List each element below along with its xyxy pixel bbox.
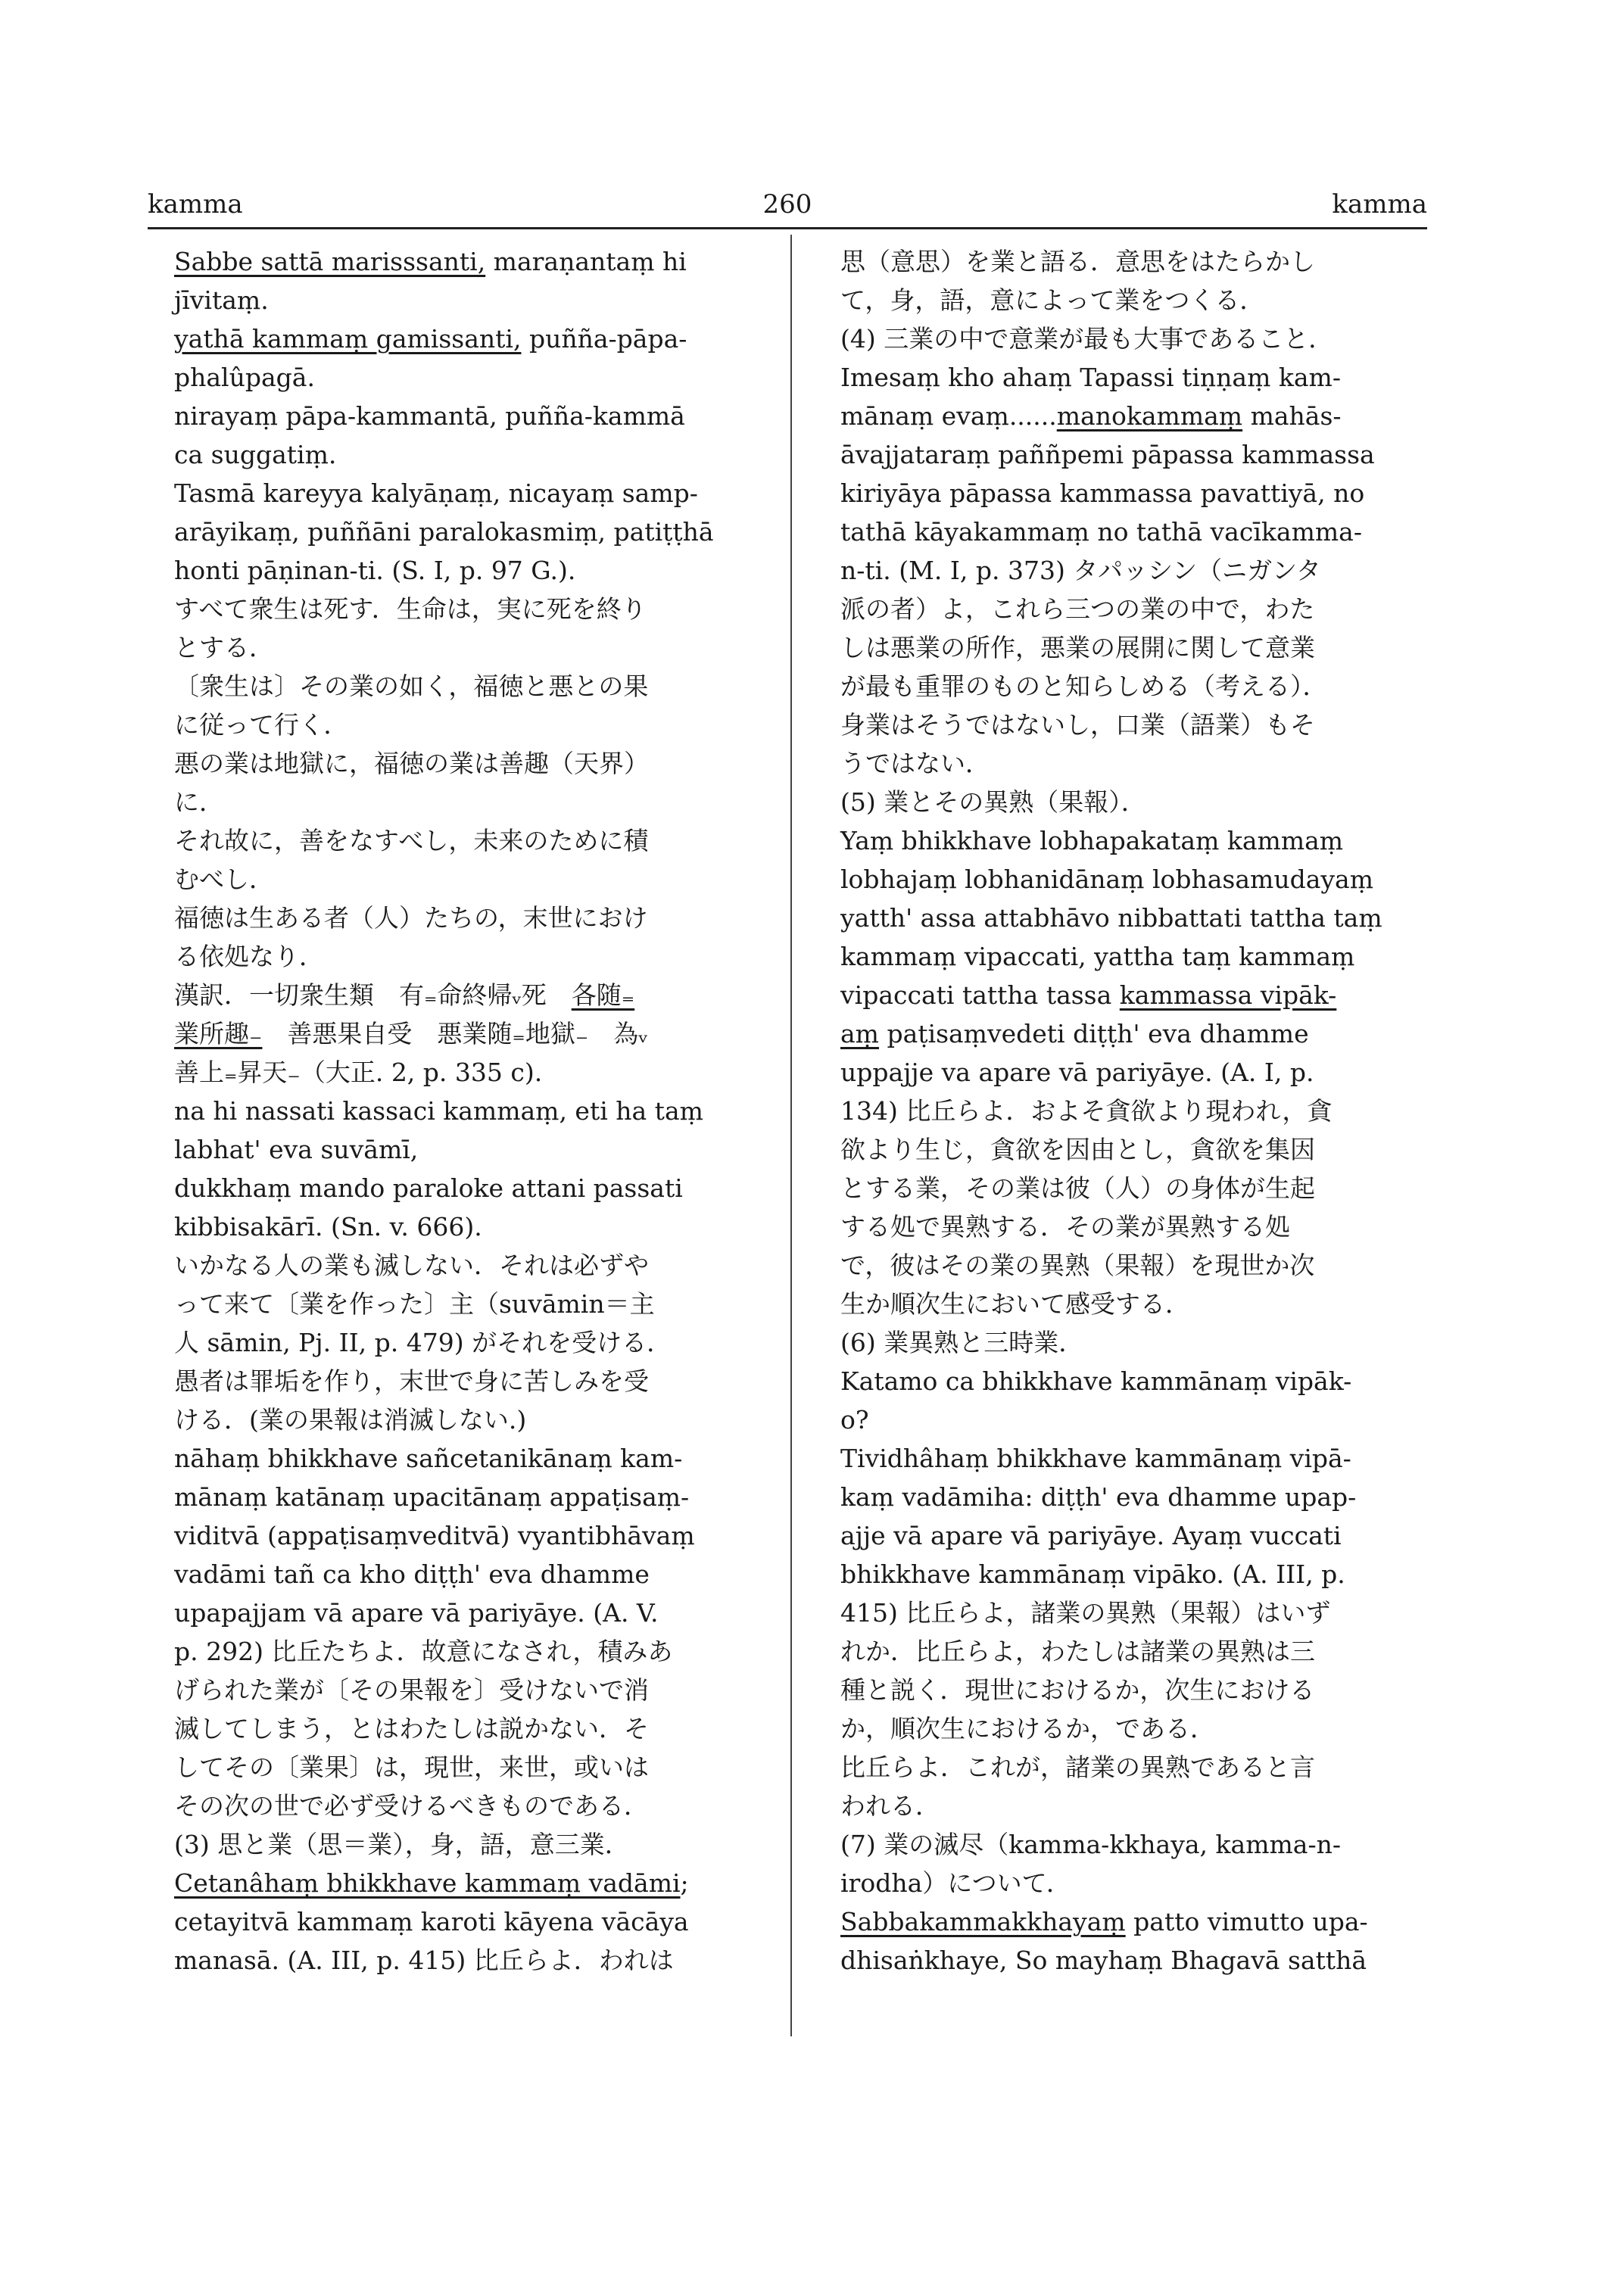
line-text: lobhajaṃ lobhanidānaṃ lobhasamudayaṃ [840, 865, 1373, 894]
line-text: uppajje va apare vā pariyāye. (A. I, p. [840, 1058, 1314, 1087]
line-text: Imesaṃ kho ahaṃ Tapassi tiṇṇaṃ kam- [840, 363, 1341, 392]
text-line [840, 281, 1442, 319]
line-text: bhikkhave kammānaṃ vipāko. (A. III, p. [840, 1559, 1345, 1589]
line-text: vipaccati tattha tassa [840, 980, 1120, 1010]
line-text: 415) 比丘らよ，諸業の異熟（果報）はいず [840, 1598, 1331, 1628]
text-line [174, 1169, 776, 1207]
line-text: p. 292) 比丘たちよ．故意になされ，積みあ [174, 1637, 673, 1666]
text-line [174, 1787, 776, 1825]
line-text: が最も重罪のものと知らしめる（考える）． [840, 671, 1328, 701]
text-line [840, 319, 1442, 358]
header-left-word: kamma [148, 189, 243, 220]
underlined-text: Sabbakammakkhayaṃ [840, 1907, 1126, 1936]
line-text: われる． [840, 1791, 940, 1821]
text-line [174, 1478, 776, 1516]
line-text: に． [174, 787, 224, 817]
text-line [174, 1632, 776, 1671]
line-text: yatth' assa attabhāvo nibbattati tattha taṃ [840, 903, 1382, 933]
header-right-word: kamma [1332, 189, 1427, 220]
line-text: kammaṃ vipaccati, yattha taṃ kammaṃ [840, 942, 1355, 971]
underlined-text: Sabbe sattā marisssanti, [174, 247, 486, 276]
line-text: honti pāṇinan-ti. (S. I, p. 97 G.). [174, 556, 576, 585]
text-line [840, 1787, 1442, 1825]
underlined-text: yathā kammaṃ gamissanti, [174, 324, 522, 354]
text-line [840, 1285, 1442, 1323]
line-text: puñña-pāpa- [521, 324, 687, 354]
text-line [174, 1902, 776, 1941]
text-line [840, 628, 1442, 667]
line-text: n-ti. (M. I, p. 373) タパッシン（ニガンタ [840, 556, 1321, 585]
text-line [174, 783, 776, 821]
text-line [174, 1092, 776, 1130]
line-text: とする． [174, 633, 274, 662]
line-text: すべて衆生は死す．生命は，実に死を終り [174, 594, 647, 624]
text-line [174, 1555, 776, 1594]
text-line [840, 899, 1442, 937]
line-text: phalûpagā. [174, 363, 315, 392]
text-line [174, 1594, 776, 1632]
text-line [174, 899, 776, 937]
left-column [174, 242, 776, 1980]
text-line [840, 1439, 1442, 1478]
line-text: 福徳は生ある者（人）たちの，末世におけ [174, 903, 648, 933]
line-text: jīvitaṃ. [174, 285, 269, 315]
text-line [840, 1864, 1442, 1902]
text-line [174, 358, 776, 397]
line-text: kibbisakārī. (Sn. v. 666). [174, 1212, 482, 1242]
text-line [840, 1671, 1442, 1709]
text-line [174, 1246, 776, 1285]
text-line [840, 1169, 1442, 1207]
text-line [840, 1825, 1442, 1864]
line-text: labhat' eva suvāmī, [174, 1135, 419, 1164]
text-line [840, 1748, 1442, 1787]
text-line [174, 551, 776, 590]
line-text: manasā. (A. III, p. 415) 比丘らよ．われは [174, 1946, 674, 1975]
text-line [840, 358, 1442, 397]
right-column [840, 242, 1442, 1980]
line-text: nirayaṃ pāpa-kammantā, puñña-kammā [174, 401, 685, 431]
line-text: る依処なり． [174, 942, 324, 971]
text-line [840, 435, 1442, 474]
line-text: ajje vā apare vā pariyāye. Ayaṃ vuccati [840, 1521, 1342, 1550]
line-text: viditvā (appaṭisaṃveditvā) vyantibhāvaṃ [174, 1521, 695, 1550]
line-text: 種と説く．現世におけるか，次生における [840, 1675, 1315, 1705]
text-line [840, 744, 1442, 783]
line-text: irodha）について． [840, 1868, 1071, 1898]
text-line [174, 744, 776, 783]
line-text: とする業，その業は彼（人）の身体が生起 [840, 1173, 1315, 1203]
text-line [840, 1130, 1442, 1169]
line-text: か，順次生におけるか，である． [840, 1714, 1215, 1743]
text-line [840, 1594, 1442, 1632]
line-text: に従って行く． [174, 710, 349, 740]
text-line [840, 1246, 1442, 1285]
line-text: 思（意思）を業と語る．意思をはたらかし [840, 247, 1315, 276]
text-line [174, 397, 776, 435]
text-line [840, 1709, 1442, 1748]
text-line [840, 1053, 1442, 1092]
line-text: o? [840, 1405, 869, 1435]
text-line [840, 706, 1442, 744]
text-line [840, 397, 1442, 435]
line-text: ける．(業の果報は消滅しない.) [174, 1405, 527, 1435]
text-line [174, 319, 776, 358]
line-text: ; [680, 1868, 689, 1898]
text-line [840, 1400, 1442, 1439]
line-text: Tasmā kareyya kalyāṇaṃ, nicayaṃ samp- [174, 478, 698, 508]
text-line [840, 242, 1442, 281]
text-line [174, 628, 776, 667]
line-text: 134) 比丘らよ．およそ貪欲より現われ，貪 [840, 1096, 1333, 1126]
line-text: Tividhâhaṃ bhikkhave kammānaṃ vipā- [840, 1444, 1351, 1473]
text-line [174, 860, 776, 899]
line-text: 〔衆生は〕その業の如く，福徳と悪との果 [174, 671, 649, 701]
line-text: Katamo ca bhikkhave kammānaṃ vipāk- [840, 1366, 1352, 1396]
text-line [174, 1825, 776, 1864]
text-line [840, 821, 1442, 860]
line-text: 滅してしまう，とはわたしは説かない．そ [174, 1714, 649, 1743]
underlined-text: 各随₌ [571, 980, 635, 1010]
line-text: って来て〔業を作った〕主（suvāmin＝主 [174, 1289, 655, 1319]
line-text: kiriyāya pāpassa kammassa pavattiyā, no [840, 478, 1365, 508]
line-text: 派の者）よ，これら三つの業の中で，わた [840, 594, 1315, 624]
text-line [840, 1092, 1442, 1130]
text-line [174, 1864, 776, 1902]
text-line [174, 706, 776, 744]
header-rule [148, 227, 1427, 229]
line-text: mānaṃ katānaṃ upacitānaṃ appaṭisaṃ- [174, 1482, 690, 1512]
text-line [840, 1941, 1442, 1980]
column-divider [790, 235, 792, 2036]
text-line [174, 474, 776, 512]
line-text: 善悪果自受 悪業随₌地獄₋ 為ᵥ [262, 1019, 648, 1048]
line-text: してその〔業果〕は，現世，来世，或いは [174, 1752, 649, 1782]
line-text: (3) 思と業（思＝業），身，語，意三業． [174, 1830, 630, 1859]
line-text: むべし． [174, 865, 274, 894]
text-line [174, 1516, 776, 1555]
line-text: (7) 業の滅尽（kamma-kkhaya, kamma-n- [840, 1830, 1342, 1859]
text-line [840, 1555, 1442, 1594]
underlined-text: kammassa vipāk- [1119, 980, 1337, 1010]
text-line [174, 667, 776, 706]
line-text: うではない． [840, 749, 990, 778]
page-number: 260 [762, 189, 812, 220]
text-line [174, 1439, 776, 1478]
text-line [174, 1362, 776, 1400]
text-line [174, 937, 776, 976]
line-text: 愚者は罪垢を作り，末世で身に苦しみを受 [174, 1366, 649, 1396]
text-line [840, 1323, 1442, 1362]
line-text: (4) 三業の中で意業が最も大事であること． [840, 324, 1334, 354]
text-line [840, 1362, 1442, 1400]
text-line [840, 860, 1442, 899]
line-text: mānaṃ evaṃ...... [840, 401, 1057, 431]
line-text: patto vimutto upa- [1125, 1907, 1368, 1936]
text-line [840, 512, 1442, 551]
line-text: 生か順次生において感受する． [840, 1289, 1190, 1319]
line-text: 身業はそうではないし，口業（語業）もそ [840, 710, 1315, 740]
line-text: 比丘らよ．これが，諸業の異熟であると言 [840, 1752, 1315, 1782]
text-line [840, 1632, 1442, 1671]
underlined-text: Cetanâhaṃ bhikkhave kammaṃ vadāmi [174, 1868, 681, 1898]
line-text: (6) 業異熟と三時業． [840, 1328, 1084, 1357]
text-line [840, 1902, 1442, 1941]
line-text: maraṇantaṃ hi [485, 247, 687, 276]
text-line [840, 937, 1442, 976]
line-text: げられた業が〔その果報を〕受けないで消 [174, 1675, 649, 1705]
text-line [840, 976, 1442, 1014]
line-text: その次の世で必ず受けるべきものである． [174, 1791, 649, 1821]
text-line [174, 1285, 776, 1323]
text-line [840, 474, 1442, 512]
line-text: 善上₌昇天₋（大正. 2, p. 335 c). [174, 1058, 543, 1087]
text-line [840, 590, 1442, 628]
line-text: 悪の業は地獄に，福徳の業は善趣（天界） [174, 749, 649, 778]
text-line [174, 1014, 776, 1053]
line-text: Yaṃ bhikkhave lobhapakataṃ kammaṃ [840, 826, 1344, 855]
text-line [174, 1207, 776, 1246]
text-line [174, 1130, 776, 1169]
line-text: vadāmi tañ ca kho diṭṭh' eva dhamme [174, 1559, 650, 1589]
line-text: na hi nassati kassaci kammaṃ, eti ha taṃ [174, 1096, 703, 1126]
line-text: arāyikaṃ, puññāni paralokasmiṃ, patiṭṭhā [174, 517, 714, 547]
line-text: それ故に，善をなすべし，未来のために積 [174, 826, 649, 855]
line-text: で，彼はその業の異熟（果報）を現世か次 [840, 1251, 1315, 1280]
line-text: れか．比丘らよ，わたしは諸業の異熟は三 [840, 1637, 1315, 1666]
line-text: upapajjam vā apare vā pariyāye. (A. V. [174, 1598, 659, 1628]
text-line [840, 667, 1442, 706]
line-text: しは悪業の所作，悪業の展開に関して意業 [840, 633, 1315, 662]
line-text: 人 sāmin, Pj. II, p. 479) がそれを受ける． [174, 1328, 672, 1357]
line-text: (5) 業とその異熟（果報）． [840, 787, 1146, 817]
line-text: dukkhaṃ mando paraloke attani passati [174, 1173, 683, 1203]
text-line [174, 1671, 776, 1709]
text-line [174, 1748, 776, 1787]
text-line [840, 1478, 1442, 1516]
line-text: いかなる人の業も滅しない．それは必ずや [174, 1251, 649, 1280]
text-line [174, 281, 776, 319]
line-text: する処で異熟する．その業が異熟する処 [840, 1212, 1290, 1242]
underlined-text: aṃ [840, 1019, 879, 1048]
underlined-text: 業所趣₋ [174, 1019, 263, 1048]
line-text: 欲より生じ，貪欲を因由とし，貪欲を集因 [840, 1135, 1315, 1164]
underlined-text: manokammaṃ [1056, 401, 1243, 431]
line-text: āvajjataraṃ paññpemi pāpassa kammassa [840, 440, 1375, 469]
text-line [174, 242, 776, 281]
line-text: dhisaṅkhaye, So mayhaṃ Bhagavā satthā [840, 1946, 1367, 1975]
running-header [148, 189, 1427, 227]
text-line [174, 1941, 776, 1980]
line-text: 漢訳．一切衆生類 有₌命終帰ᵥ死 [174, 980, 572, 1010]
text-line [840, 1516, 1442, 1555]
line-text: ca suggatiṃ. [174, 440, 337, 469]
line-text: て，身，語，意によって業をつくる． [840, 285, 1265, 315]
line-text: mahās- [1242, 401, 1342, 431]
line-text: tathā kāyakammaṃ no tathā vacīkamma- [840, 517, 1362, 547]
text-line [174, 821, 776, 860]
line-text: nāhaṃ bhikkhave sañcetanikānaṃ kam- [174, 1444, 683, 1473]
text-line [174, 1400, 776, 1439]
text-line [840, 1207, 1442, 1246]
text-line [174, 1709, 776, 1748]
text-line [174, 435, 776, 474]
text-line [174, 512, 776, 551]
text-line [174, 1323, 776, 1362]
line-text: paṭisaṃvedeti diṭṭh' eva dhamme [878, 1019, 1309, 1048]
text-line [840, 783, 1442, 821]
text-line [174, 976, 776, 1014]
line-text: kaṃ vadāmiha: diṭṭh' eva dhamme upap- [840, 1482, 1357, 1512]
text-line [840, 1014, 1442, 1053]
text-line [840, 551, 1442, 590]
text-line [174, 590, 776, 628]
line-text: cetayitvā kammaṃ karoti kāyena vācāya [174, 1907, 689, 1936]
text-line [174, 1053, 776, 1092]
